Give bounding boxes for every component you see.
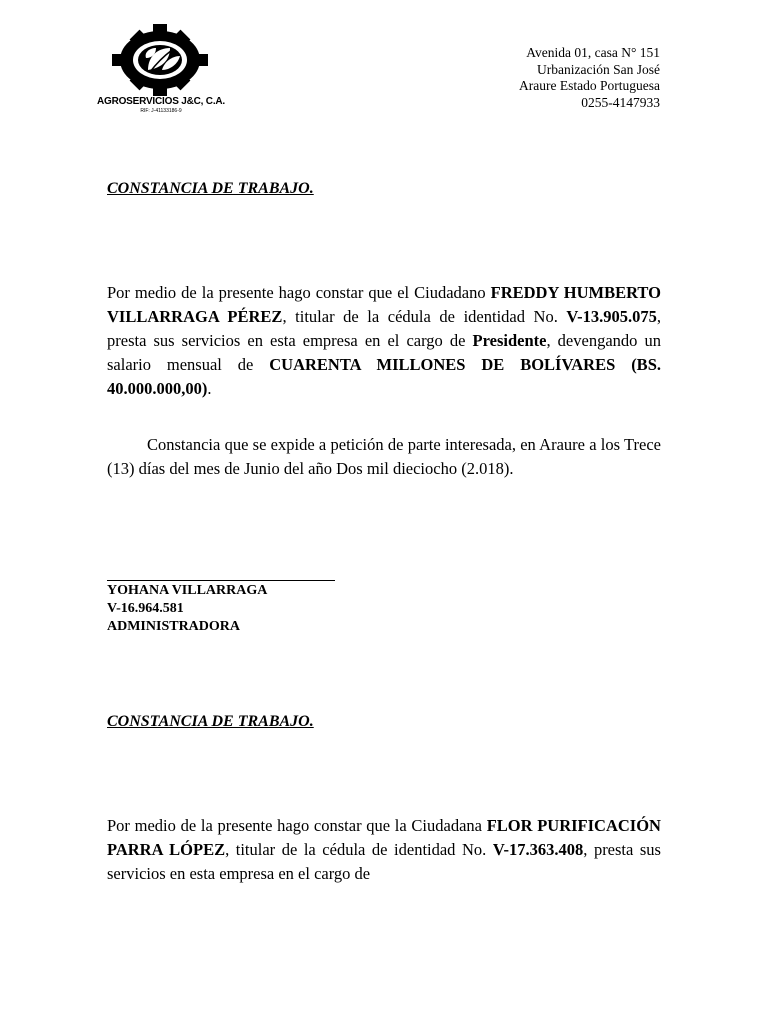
company-logo [96,24,226,116]
letter1-title: CONSTANCIA DE TRABAJO. [107,180,314,197]
letter2-title: CONSTANCIA DE TRABAJO. [107,713,314,730]
letter1-paragraph-2: Constancia que se expide a petición de parte interesada, en Araure a los Trece (13) días del mes de Junio del año Dos mil dieciocho (2.018). [107,435,661,478]
employee-role: Presidente [472,331,547,350]
text-segment: , presta sus servicios en esta empresa en el cargo de [107,840,661,883]
gear-leaf-icon [96,24,226,96]
company-address [519,45,660,111]
employee-salary: CUARENTA MILLONES DE BOLÍVARES (BS. 40.000.000,00) [107,355,661,398]
employee-id: V-17.363.408 [492,840,584,859]
signer-id: V-16.964.581 [107,601,184,616]
letter2-paragraph-1 [107,814,661,886]
text-segment: Por medio de la presente hago constar que la Ciudadana [107,816,487,835]
address-line-1: Avenida 01, casa N° 151 [526,45,660,60]
text-segment: , titular de la cédula de identidad No. [282,307,567,326]
address-line-3: Araure Estado Portuguesa [519,78,660,93]
address-line-2: Urbanización San José [537,61,660,77]
letter1-paragraph-1 [107,281,661,401]
company-name: AGROSERVICIOS J&C, C.A. [96,96,226,107]
text-segment: . [207,379,212,398]
company-rif: RIF: J-41133186-9 [140,108,182,114]
text-segment: , presta sus servicios en esta empresa en el cargo de [107,307,661,350]
phone-number: 0255-4147933 [581,94,660,110]
text-segment: , devengando un salario mensual de [107,331,661,374]
employee-name: FREDDY HUMBERTO VILLARRAGA PÉREZ [107,283,661,326]
signature-line [107,580,335,581]
employee-id: V-13.905.075 [566,307,657,326]
signature-block [107,582,267,636]
employee-name: FLOR PURIFICACIÓN PARRA LÓPEZ [107,816,661,859]
text-segment: Por medio de la presente hago constar que el Ciudadano [107,283,491,302]
signer-name: YOHANA VILLARRAGA [107,583,268,598]
signer-role: ADMINISTRADORA [107,619,241,634]
text-segment: , titular de la cédula de identidad No. [225,840,493,859]
